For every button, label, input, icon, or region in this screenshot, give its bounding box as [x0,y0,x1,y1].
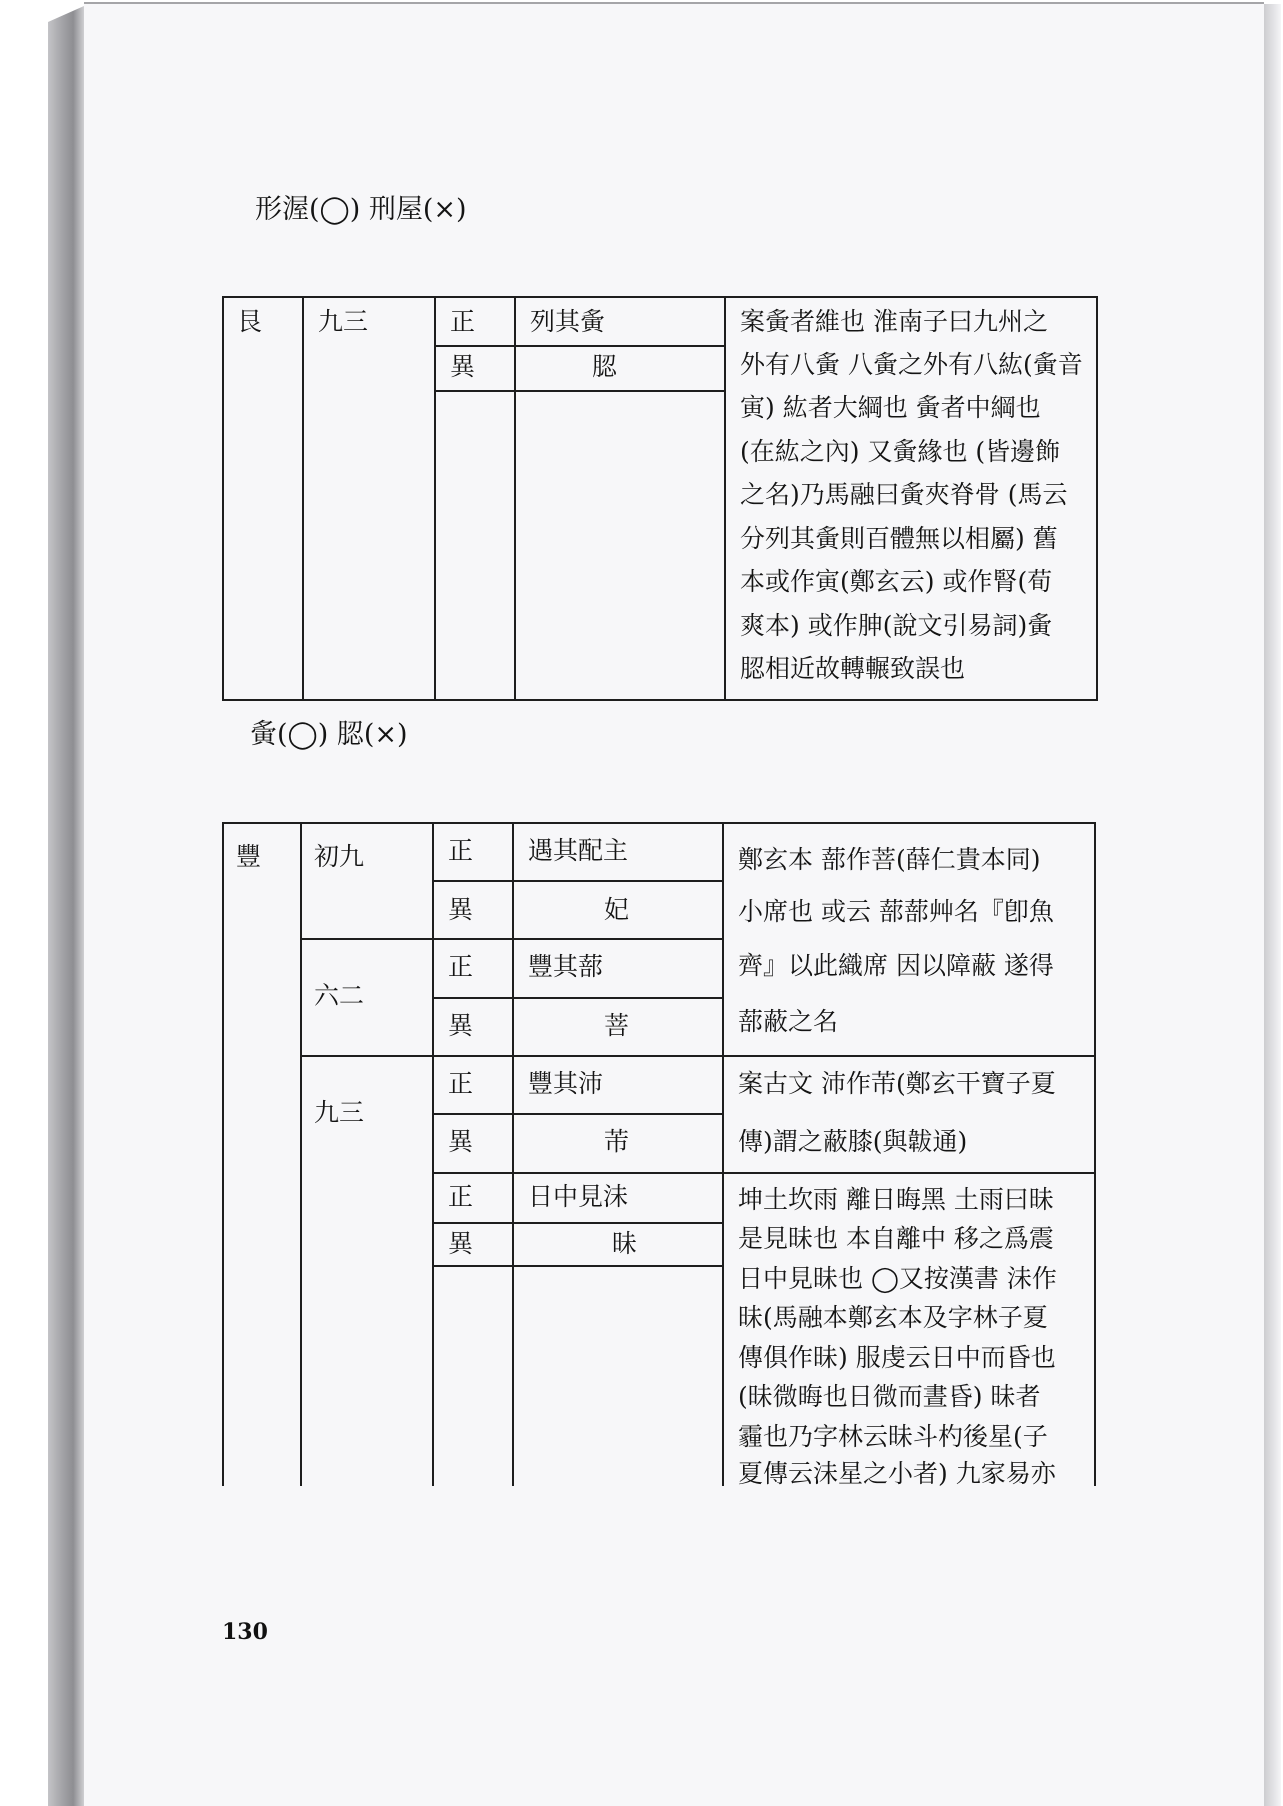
commentary-line: 霾也乃字林云昧斗杓後星(子 [738,1422,1048,1451]
table-rule [222,296,224,701]
commentary-line: (昧微晦也日微而晝昏) 昧者 [738,1382,1041,1411]
table-rule [434,390,726,392]
table-rule [222,296,1098,298]
table-rule [434,345,726,347]
commentary-line: 爽本) 或作胂(說文引易詞)夤 [740,611,1053,640]
table-rule [722,822,724,1486]
reading-text-cell: 䏰 [592,352,618,381]
table-rule [222,822,224,1486]
line-position-cell: 初九 [314,842,365,871]
table-rule [432,1265,724,1267]
table-rule [432,1172,1096,1174]
reading-type-cell: 異 [448,1011,474,1040]
table-rule [432,1222,724,1224]
commentary-line: 本或作寅(鄭玄云) 或作腎(荀 [740,567,1053,596]
page-edge-shadow [1264,4,1281,1806]
reading-type-cell: 正 [450,307,476,336]
table-rule [302,296,304,701]
commentary-line: 分列其夤則百體無以相屬) 舊 [740,524,1058,553]
table-rule [514,296,516,701]
table-rule [300,822,302,1486]
table-rule [724,296,726,701]
line-position-cell: 九三 [318,307,369,336]
reading-text-cell: 昧 [612,1229,638,1258]
correction-heading: 形渥(◯) 刑屋(×) [255,194,467,225]
reading-text-cell: 菩 [604,1011,630,1040]
hexagram-cell: 艮 [237,307,263,336]
commentary-line: 小席也 或云 蔀蔀艸名『卽魚 [738,897,1054,926]
reading-text-cell: 列其夤 [530,307,606,336]
commentary-line: 是見昧也 本自離中 移之爲震 [738,1224,1054,1253]
commentary-line: 日中見昧也 ◯又按漢書 沬作 [738,1264,1057,1293]
commentary-line: 案古文 沛作芾(鄭玄干寶子夏 [738,1069,1056,1098]
table-rule [512,822,514,1486]
table-rule [300,938,724,940]
reading-text-cell: 遇其配主 [528,836,629,865]
commentary-line: 之名)乃馬融曰夤夾脊骨 (馬云 [740,480,1068,509]
reading-text-cell: 芾 [604,1127,630,1156]
line-position-cell: 九三 [314,1098,365,1127]
commentary-line: 案夤者維也 淮南子曰九州之 [740,307,1048,336]
commentary-line: 夏傳云沬星之小者) 九家易亦 [738,1459,1056,1488]
reading-text-cell: 日中見沬 [528,1182,629,1211]
book-page [84,2,1264,1806]
reading-type-cell: 異 [450,352,476,381]
reading-type-cell: 正 [448,1182,474,1211]
commentary-line: 寅) 紘者大綱也 夤者中綱也 [740,393,1041,422]
table-rule [432,880,724,882]
commentary-line: 昧(馬融本鄭玄本及字林子夏 [738,1303,1048,1332]
commentary-line: 傳俱作昧) 服虔云日中而昏也 [738,1343,1056,1372]
hexagram-cell: 豐 [236,842,262,871]
table-rule [432,822,434,1486]
reading-text-cell: 妃 [604,895,630,924]
commentary-line: 傳)謂之蔽膝(與韍通) [738,1127,968,1156]
page-number: 130 [222,1619,268,1645]
reading-type-cell: 異 [448,1127,474,1156]
reading-text-cell: 豐其沛 [528,1069,604,1098]
reading-type-cell: 異 [448,1229,474,1258]
commentary-line: 鄭玄本 蔀作菩(薛仁貴本同) [738,845,1041,874]
table-rule [1096,296,1098,701]
reading-type-cell: 正 [448,1069,474,1098]
correction-heading: 夤(◯) 䏰(×) [250,719,408,750]
table-rule [300,1055,1096,1057]
table-rule [222,699,1098,701]
commentary-line: 外有八夤 八夤之外有八紘(夤音 [740,350,1083,379]
reading-type-cell: 正 [448,836,474,865]
book-spine-edge [48,6,84,1806]
commentary-line: 坤土坎雨 離日晦黑 土雨曰昧 [738,1185,1054,1214]
line-position-cell: 六二 [314,981,365,1010]
commentary-line: 蔀蔽之名 [738,1007,839,1036]
table-rule [434,296,436,701]
table-rule [432,997,724,999]
reading-type-cell: 正 [448,952,474,981]
commentary-line: (在紘之內) 又夤緣也 (皆邊飾 [740,437,1061,466]
reading-type-cell: 異 [448,895,474,924]
table-rule [1094,822,1096,1486]
table-rule [222,822,1096,824]
reading-text-cell: 豐其蔀 [528,952,604,981]
commentary-line: 齊』以此織席 因以障蔽 遂得 [738,951,1054,980]
table-rule [432,1113,724,1115]
commentary-line: 䏰相近故轉輾致誤也 [740,654,966,683]
